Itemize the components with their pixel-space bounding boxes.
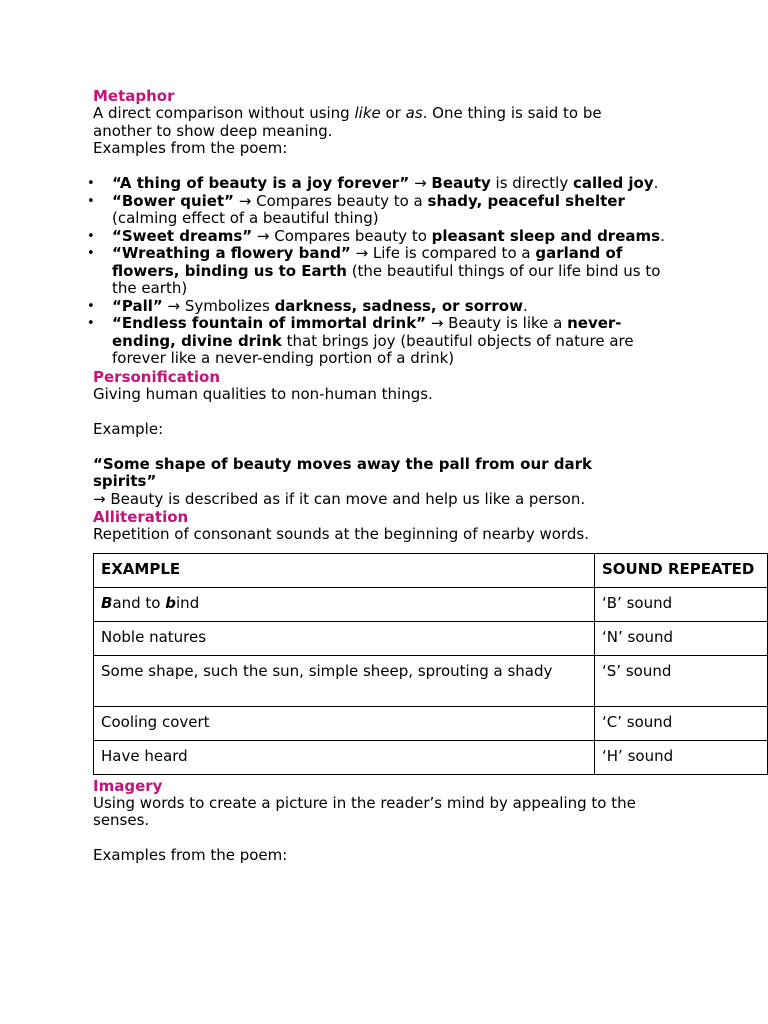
metaphor-heading: Metaphor xyxy=(93,87,175,105)
table-row xyxy=(94,621,768,655)
personification-heading: Personification xyxy=(93,367,221,386)
metaphor-definition: A direct comparison without using like or as. One thing is said to be another to show deep meaning. xyxy=(93,104,602,140)
table-row xyxy=(94,655,768,706)
table-row xyxy=(94,740,768,774)
imagery-heading: Imagery xyxy=(93,776,163,795)
table-cell-example: Noble natures xyxy=(94,621,595,655)
metaphor-examples-intro: Examples from the poem: xyxy=(93,139,288,157)
table-header-example: EXAMPLE xyxy=(94,553,595,587)
table-cell-example: Cooling covert xyxy=(94,706,595,740)
imagery-definition: Using words to create a picture in the reader’s mind by appealing to the senses. xyxy=(93,793,636,829)
personification-example-label: Example: xyxy=(93,419,164,438)
table-header-row xyxy=(94,553,768,587)
list-item: • “Bower quiet” → Compares beauty to a shady, peaceful shelter (calming effect of a beautiful thing) xyxy=(93,193,672,228)
list-item: • “Sweet dreams” → Compares beauty to pleasant sleep and dreams. xyxy=(93,228,672,246)
table-cell-example: Band to bind xyxy=(94,587,595,621)
alliteration-heading: Alliteration xyxy=(93,508,189,526)
alliteration-table xyxy=(93,553,768,775)
table-cell-example: Some shape, such the sun, simple sheep, sprouting a shady xyxy=(94,655,595,706)
table-header-sound: SOUND REPEATED xyxy=(595,553,768,587)
table-cell-example: Have heard xyxy=(94,740,595,774)
personification-definition: Giving human qualities to non-human things. xyxy=(93,384,433,403)
table-cell-sound: ‘S’ sound xyxy=(595,655,768,706)
personification-quote: “Some shape of beauty moves away the pall from our dark spirits” xyxy=(93,454,592,490)
table-cell-sound: ‘C’ sound xyxy=(595,706,768,740)
table-row xyxy=(94,706,768,740)
list-item: • “A thing of beauty is a joy forever” → Beauty is directly called joy. xyxy=(93,175,672,193)
list-item: • “Pall” → Symbolizes darkness, sadness, or sorrow. xyxy=(93,298,672,316)
document-page xyxy=(93,87,768,865)
table-row xyxy=(94,587,768,621)
metaphor-examples-list xyxy=(93,175,768,368)
imagery-examples-intro: Examples from the poem: xyxy=(93,846,288,864)
list-item: • “Wreathing a flowery band” → Life is compared to a garland of flowers, binding us to Earth (the beautiful things of our life bind us to the earth) xyxy=(93,245,672,298)
personification-explanation: → Beauty is described as if it can move and help us like a person. xyxy=(93,489,586,508)
list-item: • “Endless fountain of immortal drink” → Beauty is like a never-ending, divine drink that brings joy (beautiful objects of nature are forever like a never-ending portion of a drink) xyxy=(93,315,672,368)
table-cell-sound: ‘N’ sound xyxy=(595,621,768,655)
alliteration-definition: Repetition of consonant sounds at the beginning of nearby words. xyxy=(93,525,589,543)
table-cell-sound: ‘B’ sound xyxy=(595,587,768,621)
table-cell-sound: ‘H’ sound xyxy=(595,740,768,774)
